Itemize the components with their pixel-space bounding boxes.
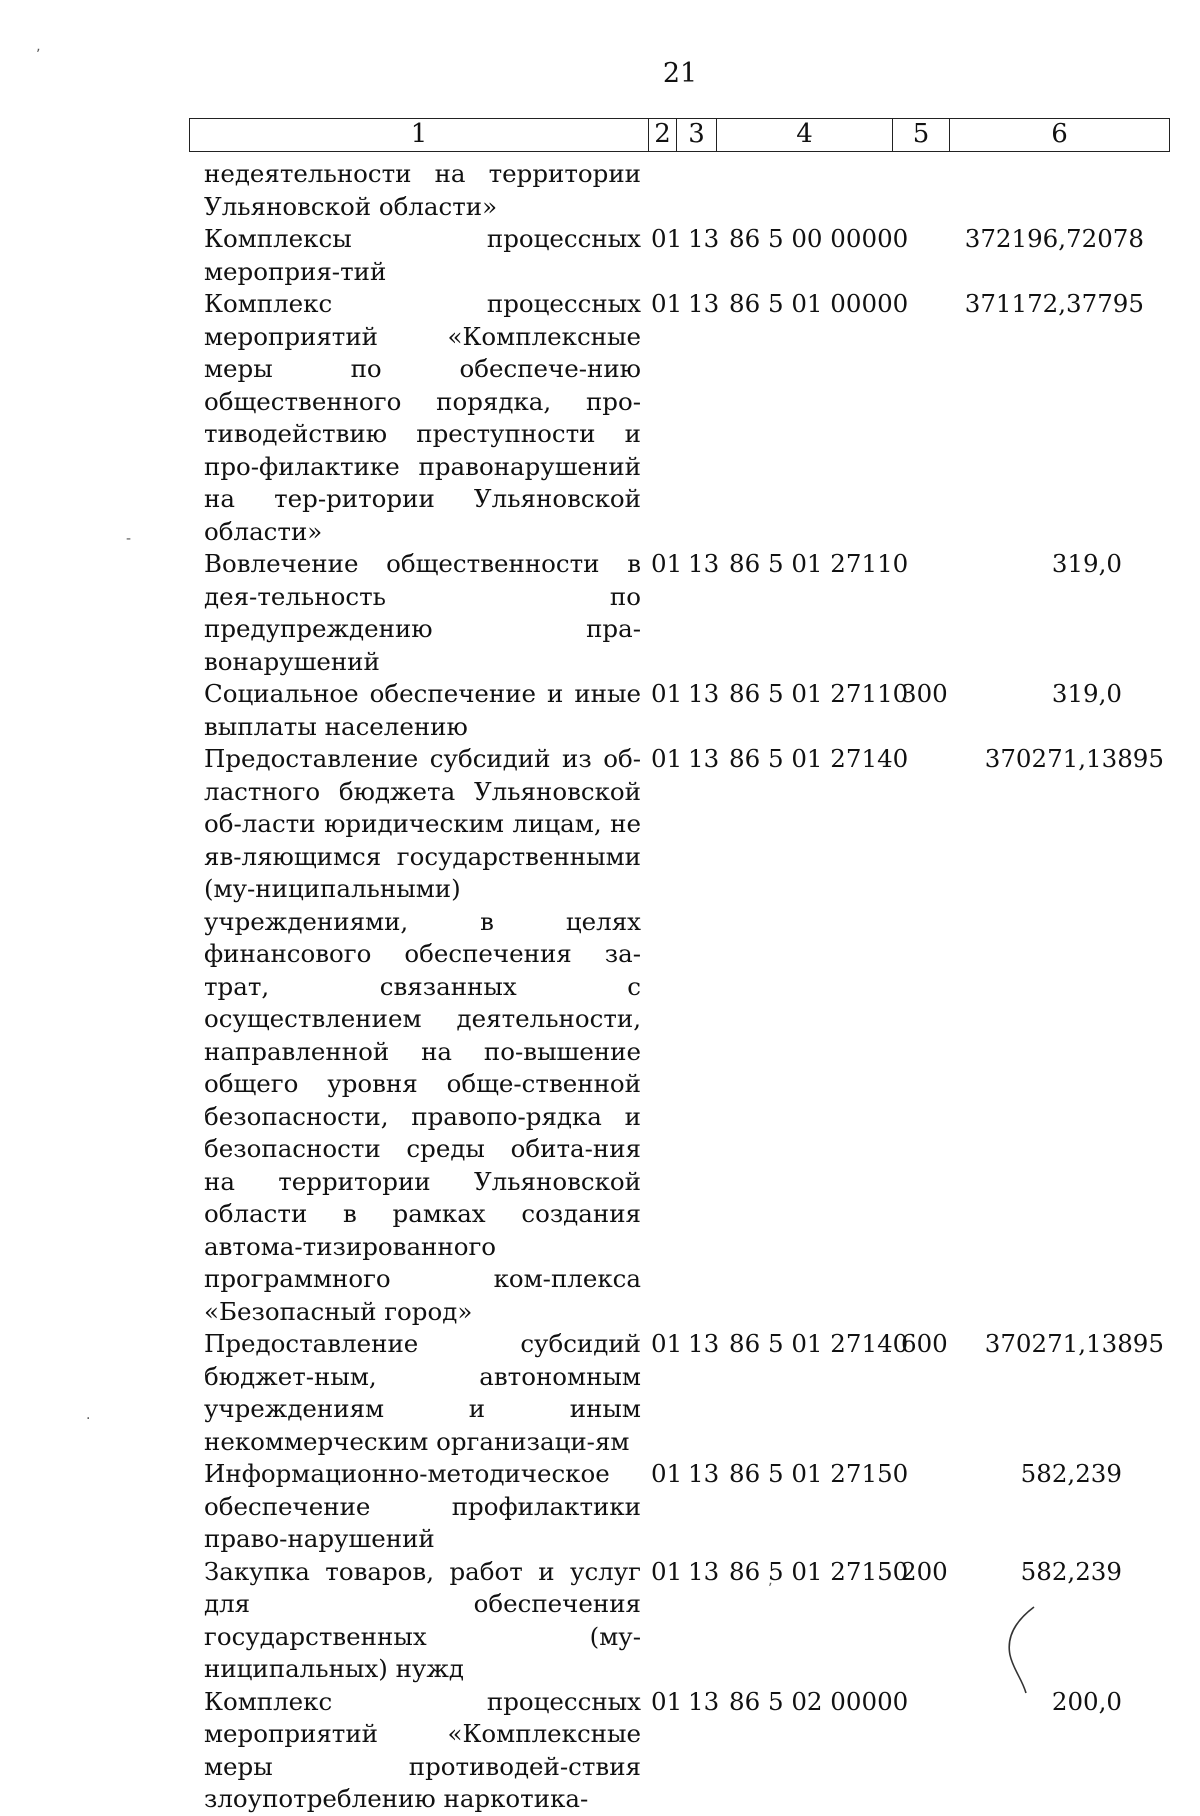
row-subsection: 13 [688,744,720,773]
row-amount: 319,0 [1051,549,1122,578]
row-section: 01 [651,1556,683,1586]
row-section: 01 [651,549,683,578]
row-section: 01 [651,1686,683,1716]
row-subsection: 13 [688,1556,720,1586]
row-expense-type: 200 [901,1556,948,1586]
row-name: Комплекс процессных мероприятий «Комплексные меры по обеспече-нию общественного порядка, про-тиводействию преступности и про-филактике правонарушений на тер-ритории Ульяновской области» [204,289,641,546]
column-header-5: 5 [893,119,950,151]
budget-table-body [204,158,1174,1816]
row-target-code: 86 5 01 27140 [729,1329,909,1358]
row-section: 01 [651,744,683,773]
table-row [204,743,1174,1328]
column-header-3: 3 [677,119,717,151]
row-section: 01 [651,224,683,253]
row-amount: 200,0 [1051,1686,1122,1716]
row-subsection: 13 [688,224,720,253]
row-section: 01 [651,679,683,708]
row-name: Предоставление субсидий из об-ластного бюджета Ульяновской об-ласти юридическим лицам, не яв-ляющимся государственными (му-ниципальными) учреждениями, в целях финансового обеспечения за-трат, связанных с осуществлением деятельности, направленной на по-вышение общего уровня обще-ственной безопасности, правопо-рядка и безопасности среды обита-ния на территории Ульяновской области в рамках создания автома-тизированного программного ком-плекса «Безопасный город» [204,744,641,1326]
row-amount: 370271,13895 [984,1329,1164,1358]
scan-speck: ʼ [36,47,41,63]
row-subsection: 13 [688,289,720,318]
row-amount: 582,239 [1020,1556,1122,1586]
scan-speck: - [126,531,132,547]
row-expense-type: 300 [901,679,948,708]
column-header-4: 4 [717,119,893,151]
table-column-header-row [189,118,1170,152]
column-header-2: 2 [649,119,677,151]
table-row [204,548,1174,678]
row-name: Комплексы процессных мероприя-тий [204,224,641,286]
row-target-code: 86 5 01 00000 [729,289,909,318]
table-row [204,1328,1174,1458]
row-name: Вовлечение общественности в дея-тельность по предупреждению пра-вонарушений [204,549,641,676]
column-header-1: 1 [190,119,649,151]
scan-speck: ʼ [768,1581,773,1597]
row-target-code: 86 5 01 27110 [729,549,909,578]
table-row [204,678,1174,743]
row-target-code: 86 5 01 27150 [729,1556,909,1586]
row-subsection: 13 [688,679,720,708]
row-name: Закупка товаров, работ и услуг для обеспечения государственных (му-ниципальных) нужд [204,1556,641,1683]
row-name: недеятельности на территории Ульяновской области» [204,159,641,221]
row-subsection: 13 [688,1329,720,1358]
row-section: 01 [651,289,683,318]
row-target-code: 86 5 00 00000 [729,224,909,253]
row-name: Предоставление субсидий бюджет-ным, автономным учреждениям и иным некоммерческим организаци-ям [204,1329,641,1456]
row-name: Социальное обеспечение и иные выплаты населению [204,679,641,741]
row-subsection: 13 [688,1686,720,1716]
row-amount: 371172,37795 [964,289,1144,318]
table-row [204,288,1174,548]
row-target-code: 86 5 01 27150 [729,1459,909,1488]
row-name: Информационно-методическое обеспечение профилактики право-нарушений [204,1459,641,1553]
row-amount: 372196,72078 [964,224,1144,253]
row-amount: 319,0 [1051,679,1122,708]
table-row [204,158,1174,223]
row-target-code: 86 5 02 00000 [729,1686,909,1716]
row-subsection: 13 [688,1459,720,1488]
pen-mark [1000,1605,1040,1695]
row-target-code: 86 5 01 27140 [729,744,909,773]
row-name: Комплекс процессных мероприятий «Комплексные меры противодей-ствия злоупотреблению наркотика- [204,1686,641,1813]
row-amount: 582,239 [1020,1459,1122,1488]
table-row [204,1458,1174,1556]
row-target-code: 86 5 01 27110 [729,679,909,708]
page-number: 21 [662,58,698,89]
table-row [204,223,1174,288]
row-amount: 370271,13895 [984,744,1164,773]
row-subsection: 13 [688,549,720,578]
row-expense-type: 600 [901,1329,948,1358]
row-section: 01 [651,1459,683,1488]
row-section: 01 [651,1329,683,1358]
scan-speck: . [86,1407,91,1423]
column-header-6: 6 [1051,119,1068,149]
table-row [204,1686,1174,1816]
